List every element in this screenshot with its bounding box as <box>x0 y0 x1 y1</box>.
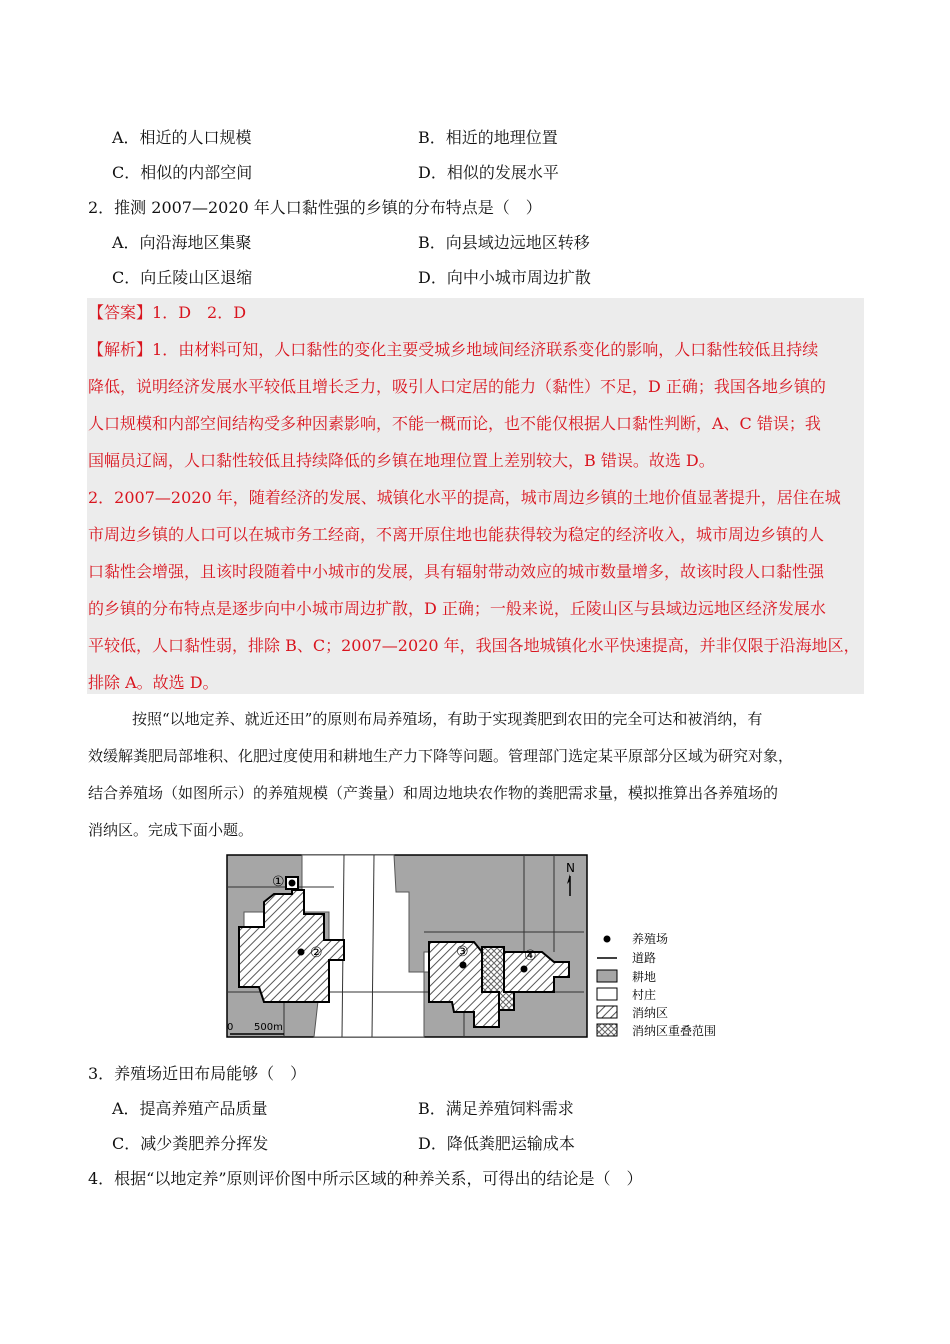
q3-option-b: B．满足养殖饲料需求 <box>418 1099 574 1118</box>
farm-2 <box>298 949 305 956</box>
farm-label-3: ③ <box>456 944 469 960</box>
q1-option-a: A．相近的人口规模 <box>112 128 252 147</box>
answer-line <box>88 302 246 324</box>
analysis-line-4: 国幅员辽阔，人口黏性较低且持续降低的乡镇在地理位置上差别较大，B 错误。故选 D。 <box>88 451 715 470</box>
passage-line-2: 效缓解粪肥局部堆积、化肥过度使用和耕地生产力下降等问题。管理部门选定某平原部分区域为研究对象， <box>88 747 794 765</box>
q3-option-a: A．提高养殖产品质量 <box>112 1099 268 1118</box>
analysis-line-5: 2．2007—2020 年，随着经济的发展、城镇化水平的提高，城市周边乡镇的土地价值显著提升，居住在城 <box>88 488 841 507</box>
q2-option-a: A．向沿海地区集聚 <box>112 233 252 252</box>
passage-line-3: 结合养殖场（如图所示）的养殖规模（产粪量）和周边地块农作物的粪肥需求量，模拟推算出各养殖场的 <box>88 784 779 802</box>
scale-zero: 0 <box>227 1022 234 1033</box>
map-legend <box>597 931 716 1038</box>
farm-1 <box>289 880 296 887</box>
q2-option-c: C．向丘陵山区退缩 <box>112 268 253 287</box>
answer-label: 【答案】 <box>88 303 153 322</box>
analysis-label: 【解析】 <box>88 340 153 359</box>
q3-option-c: C．减少粪肥养分挥发 <box>112 1134 269 1153</box>
answer-text: 1．D 2．D <box>152 303 247 322</box>
farm-3 <box>460 962 467 969</box>
q4-stem: 4．根据“以地定养”原则评价图中所示区域的种养关系，可得出的结论是（ ） <box>88 1169 643 1188</box>
analysis-line-6: 市周边乡镇的人口可以在城市务工经商，不离开原住地也能获得较为稳定的经济收入，城市周边乡镇的人 <box>88 525 825 544</box>
analysis-line-9: 平较低，人口黏性弱，排除 B、C；2007—2020 年，我国各地城镇化水平快速提高，并非仅限于沿海地区， <box>88 636 860 655</box>
north-label: N <box>566 861 575 875</box>
farm-map <box>224 852 724 1040</box>
legend-village-icon <box>597 988 617 1000</box>
analysis-line-7: 口黏性会增强，且该时段随着中小城市的发展，具有辐射带动效应的城市数量增多，故该时段人口黏性强 <box>88 562 825 581</box>
q2-stem: 2．推测 2007—2020 年人口黏性强的乡镇的分布特点是（ ） <box>88 198 542 217</box>
legend-village: 村庄 <box>632 988 657 1002</box>
farm-4 <box>521 966 528 973</box>
q3-option-d: D．降低粪肥运输成本 <box>418 1134 575 1153</box>
legend-zone: 消纳区 <box>632 1006 669 1020</box>
farm-label-2: ② <box>310 945 323 961</box>
analysis-line-2: 降低，说明经济发展水平较低且增长乏力，吸引人口定居的能力（黏性）不足，D 正确；我国各地乡镇的 <box>88 377 826 396</box>
analysis-line-10: 排除 A。故选 D。 <box>88 673 219 692</box>
q1-option-c: C．相似的内部空间 <box>112 163 253 182</box>
analysis-line-1 <box>88 339 818 361</box>
legend-farm-icon <box>604 936 611 943</box>
passage-line-1: 按照“以地定养、就近还田”的原则布局养殖场，有助于实现粪肥到农田的完全可达和被消纳，有 <box>132 710 763 728</box>
q2-option-d: D．向中小城市周边扩散 <box>418 268 591 287</box>
analysis-line-8: 的乡镇的分布特点是逐步向中小城市周边扩散，D 正确；一般来说，丘陵山区与县域边远地区经济发展水 <box>88 599 826 618</box>
legend-zone-icon <box>597 1006 617 1018</box>
q3-stem: 3．养殖场近田布局能够（ ） <box>88 1064 307 1083</box>
legend-farm: 养殖场 <box>632 932 669 946</box>
legend-overlap: 消纳区重叠范围 <box>632 1024 717 1038</box>
q1-option-d: D．相似的发展水平 <box>418 163 559 182</box>
scale-label: 500m <box>254 1022 283 1033</box>
legend-road: 道路 <box>632 951 657 965</box>
q1-option-b: B．相近的地理位置 <box>418 128 558 147</box>
legend-farmland-icon <box>597 970 617 982</box>
analysis-line-3: 人口规模和内部空间结构受多种因素影响，不能一概而论，也不能仅根据人口黏性判断，A、C 错误；我 <box>88 414 821 433</box>
legend-farmland: 耕地 <box>632 970 657 984</box>
farm-label-1: ① <box>272 874 285 890</box>
passage-line-4: 消纳区。完成下面小题。 <box>88 821 254 839</box>
legend-overlap-icon <box>597 1024 617 1036</box>
analysis-text: 1．由材料可知，人口黏性的变化主要受城乡地域间经济联系变化的影响，人口黏性较低且持续 <box>152 340 819 359</box>
farm-label-4: ④ <box>524 948 537 964</box>
q2-option-b: B．向县域边远地区转移 <box>418 233 590 252</box>
